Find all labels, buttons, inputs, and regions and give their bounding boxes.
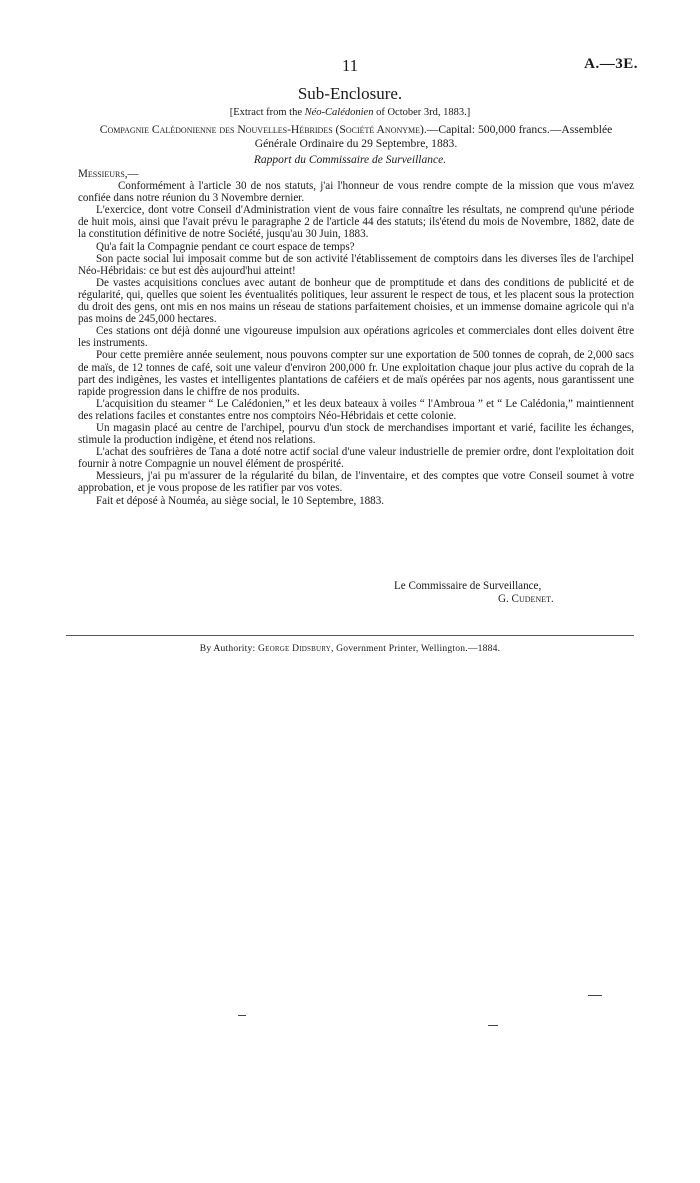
newspaper-name: Néo-Calédonien <box>304 107 374 118</box>
salutation: Messieurs,— <box>78 168 139 180</box>
printer-credit <box>0 643 700 654</box>
page-number: 11 <box>341 56 359 75</box>
paragraph: L'achat des soufrières de Tana a doté notre actif social d'une valeur industrielle de premier ordre, dont l'exploitation doit fournir à notre Compagnie un nouvel élément de prospérité. <box>78 446 634 471</box>
section-title: Sub-Enclosure. <box>297 84 403 103</box>
paragraph: Messieurs, j'ai pu m'assurer de la régularité du bilan, de l'inventaire, et des comptes que votre Conseil soumet à votre approbation, et je vous propose de les ratifier par vos votes. <box>78 470 634 495</box>
credit-suffix: , Government Printer, Wellington.—1884. <box>330 643 501 654</box>
paragraph: Fait et déposé à Nouméa, au siège social, le 10 Septembre, 1883. <box>96 494 385 507</box>
credit-prefix: By Authority: <box>199 643 259 654</box>
paragraph: L'exercice, dont votre Conseil d'Administration vient de vous faire connaître les résultats, ne comprend qu'une période de huit mois, ainsi que l'avait prévu le paragraphe 2 de l'article 44 des statuts; ils'étend du mois de Novembre, 1882, date de la constitution définitive de notre Société, jusqu'au 30 Juin, 1883. <box>78 204 634 241</box>
paragraph: L'acquisition du steamer “ Le Calédonien,” et les deux bateaux à voiles “ l'Ambroua ” et “ Le Calédonia,” maintiennent des relations faciles et constantes entre nos comptoirs Néo-Hébridais et cette colonie. <box>78 397 634 422</box>
stray-mark <box>488 1025 498 1026</box>
paragraph: Un magasin placé au centre de l'archipel, pourvu d'un stock de merchandises important et varié, facilite les échanges, stimule la production indigène, et étend nos relations. <box>78 421 634 447</box>
report-title: Rapport du Commissaire de Surveillance. <box>253 154 447 166</box>
extract-before: [Extract from the <box>229 107 305 118</box>
footer-divider <box>66 635 634 636</box>
paragraph: Qu'a fait la Compagnie pendant ce court espace de temps? <box>96 240 355 253</box>
extract-note <box>0 107 700 118</box>
company-name: Compagnie Calédonienne des Nouvelles-Hébrides (Société Anonyme) <box>99 123 424 136</box>
paragraph: Ces stations ont déjà donné une vigoureuse impulsion aux opérations agricoles et commerciales dont elles doivent être les instruments. <box>78 325 634 350</box>
stray-mark <box>588 995 602 996</box>
paragraph: Pour cette première année seulement, nous pouvons compter sur une exportation de 500 tonnes de coprah, de 2,000 sacs de maïs, de 12 tonnes de café, soit une valeur d'environ 200,000 fr. Une exploitation chaque jour plus active du coprah de la part des indigènes, les vastes et intelligentes plantations de caféiers et de maïs opérées par nos agents, nous garantissent une rapide progression dans le chiffre de nos produits. <box>78 349 634 398</box>
paragraph: Conformément à l'article 30 de nos statuts, j'ai l'honneur de vous rendre compte de la mission que vous m'avez confiée dans notre réunion du 3 Novembre dernier. <box>78 180 634 205</box>
paragraph: De vastes acquisitions conclues avec autant de bonheur que de promptitude et dans des conditions de publicité et de régularité, qui, quelles que soient les éventualités politiques, leur assurent le respect de tous, et les placent sous la protection du droit des gens, ont mis en nos mains un réseau de stations parfaitement choisies, et un immense domaine agricole qui n'a pas moins de 245,000 hectares. <box>78 276 634 326</box>
document-reference: A.—3E. <box>584 56 638 72</box>
company-heading <box>78 123 634 151</box>
printer-name: George Didsbury <box>258 643 331 654</box>
report-body <box>78 168 634 507</box>
stray-mark <box>238 1015 246 1016</box>
extract-after: of October 3rd, 1883.] <box>373 107 471 118</box>
signature-name: G. Cudenet. <box>498 593 554 605</box>
signature-role: Le Commissaire de Surveillance, <box>394 580 542 592</box>
paragraph: Son pacte social lui imposait comme but de son activité l'établissement de comptoirs dans les diverses îles de l'archipel Néo-Hébridais: ce but est dès aujourd'hui atteint! <box>78 252 634 277</box>
company-details: .—Capital: 500,000 francs.—Assemblée Générale Ordinaire du 29 Septembre, 1883. <box>254 123 613 150</box>
